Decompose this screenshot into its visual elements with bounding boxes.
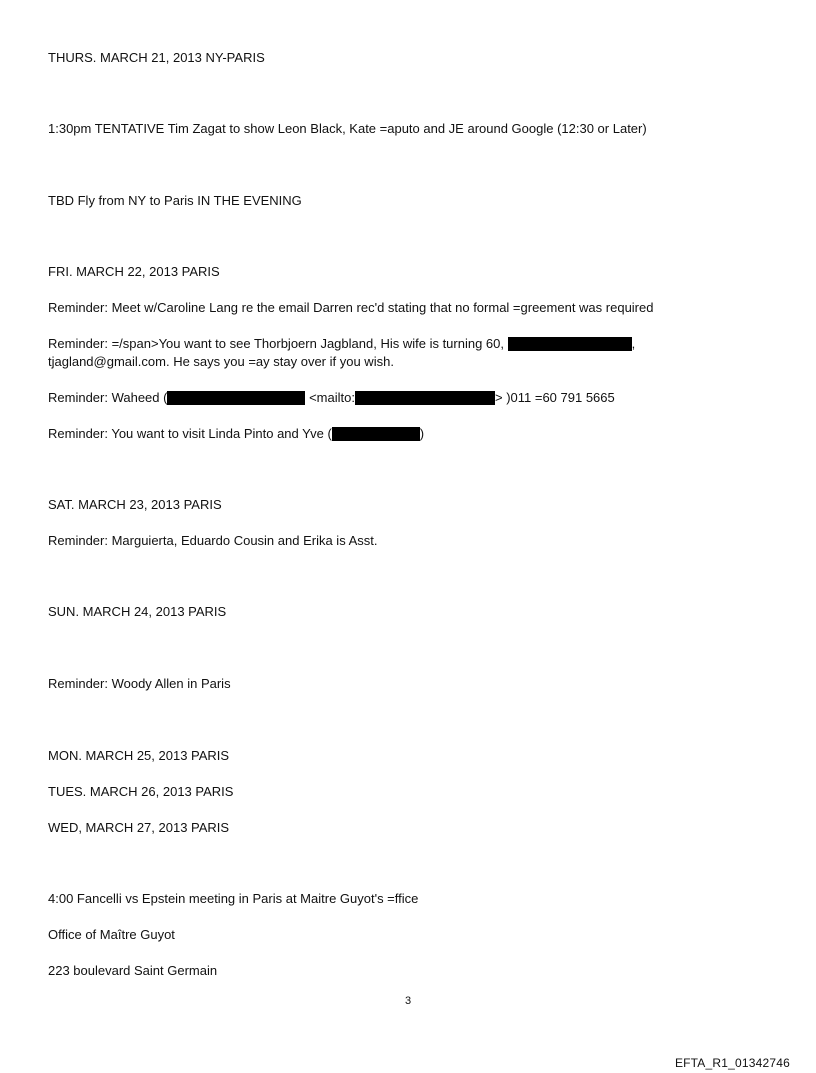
redaction-box	[355, 391, 495, 405]
reminder-linda-pinto	[48, 426, 424, 442]
reminder-waheed-mailto: <mailto:	[309, 390, 355, 405]
reminder-waheed	[48, 390, 615, 406]
date-heading-sun-mar-24: SUN. MARCH 24, 2013 PARIS	[48, 604, 227, 619]
reminder-woody-allen: Reminder: Woody Allen in Paris	[48, 676, 231, 691]
redaction-box	[332, 427, 420, 441]
reminder-caroline-lang: Reminder: Meet w/Caroline Lang re the email Darren rec'd stating that no formal =greement was required	[48, 300, 654, 315]
reminder-waheed-text: Reminder: Waheed (	[48, 390, 168, 405]
reminder-linda-pinto-close: )	[419, 426, 425, 441]
reminder-jagbland	[48, 336, 635, 352]
date-heading-sat-mar-23: SAT. MARCH 23, 2013 PARIS	[48, 497, 222, 512]
address-street: 223 boulevard Saint Germain	[48, 963, 218, 978]
reminder-marguierta: Reminder: Marguierta, Eduardo Cousin and Erika is Asst.	[48, 533, 378, 548]
entry-fly-ny-paris: TBD Fly from NY to Paris IN THE EVENING	[48, 193, 302, 208]
page-number: 3	[404, 995, 412, 1007]
redaction-box	[508, 337, 632, 351]
entry-fancelli-meeting: 4:00 Fancelli vs Epstein meeting in Paris at Maitre Guyot's =ffice	[48, 891, 419, 906]
date-heading-wed-mar-27: WED, MARCH 27, 2013 PARIS	[48, 820, 230, 835]
document-id: EFTA_R1_01342746	[674, 1056, 790, 1070]
address-office-name: Office of Maître Guyot	[48, 927, 175, 942]
reminder-jagbland-text: Reminder: =/span>You want to see Thorbjoern Jagbland, His wife is turning 60,	[48, 336, 504, 351]
date-heading-tue-mar-26: TUES. MARCH 26, 2013 PARIS	[48, 784, 234, 799]
reminder-jagbland-comma: ,	[631, 336, 636, 351]
date-heading-thu-mar-21: THURS. MARCH 21, 2013 NY-PARIS	[48, 50, 265, 65]
entry-zagat-google-tour: 1:30pm TENTATIVE Tim Zagat to show Leon Black, Kate =aputo and JE around Google (12:30 or Later)	[48, 121, 647, 136]
reminder-waheed-phone: > )011 =60 791 5665	[494, 390, 615, 405]
redaction-box	[167, 391, 305, 405]
date-heading-fri-mar-22: FRI. MARCH 22, 2013 PARIS	[48, 264, 220, 279]
reminder-jagbland-contact: tjagland@gmail.com. He says you =ay stay over if you wish.	[48, 354, 394, 369]
date-heading-mon-mar-25: MON. MARCH 25, 2013 PARIS	[48, 748, 230, 763]
reminder-linda-pinto-text: Reminder: You want to visit Linda Pinto and Yve (	[48, 426, 332, 441]
